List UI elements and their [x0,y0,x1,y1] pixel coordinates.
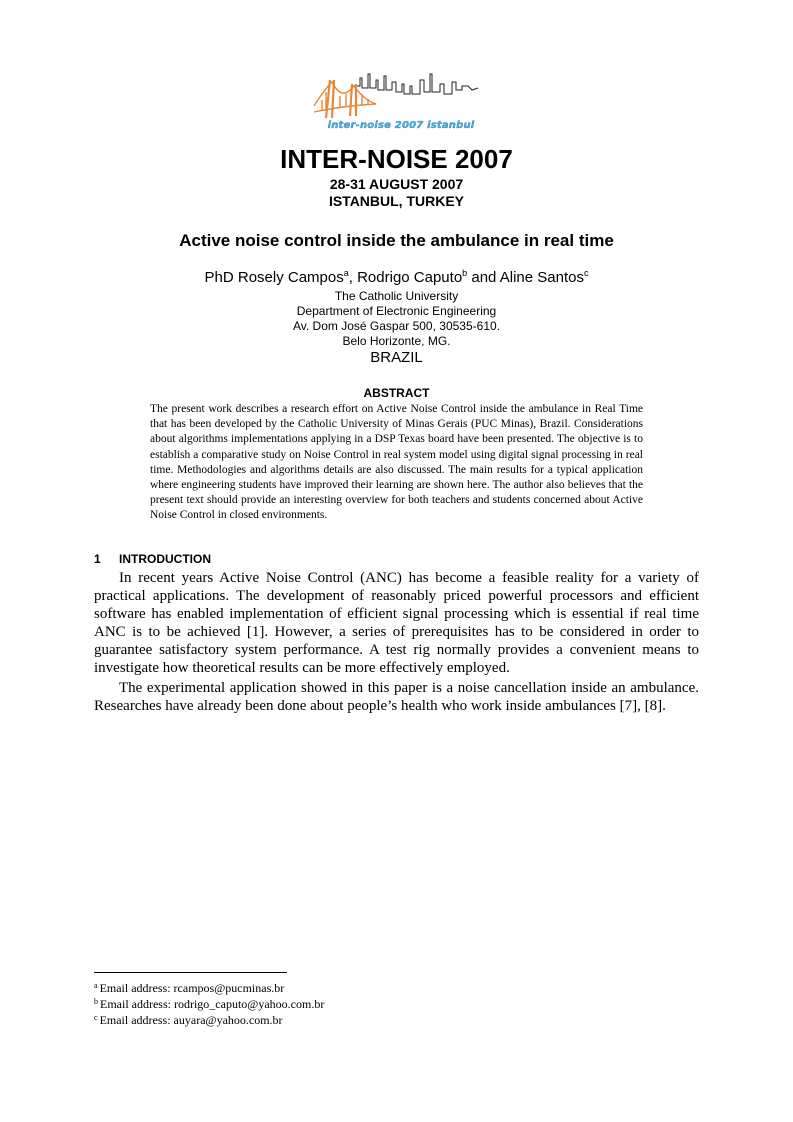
affiliation-country: BRAZIL [370,349,423,366]
abstract-heading: ABSTRACT [363,386,430,400]
conference-dates: 28-31 AUGUST 2007 [329,176,464,192]
footnote [94,997,324,1012]
author-mark: c [583,268,589,278]
footnote-divider [94,972,287,973]
footnote-text: Email address: rcampos@pucminas.br [99,981,285,995]
author-mark: b [462,268,468,278]
footnote-text: Email address: auyara@yahoo.com.br [99,1013,283,1027]
footnote [94,981,284,996]
paper-title: Active noise control inside the ambulance in real time [179,231,614,250]
body-paragraph: The experimental application showed in this paper is a noise cancellation inside an ambulance. Researches have already been done about people’s health who work inside ambulances [7], [8]. [94,680,699,714]
body-paragraph: In recent years Active Noise Control (ANC) has become a feasible reality for a variety of practical applications. The development of reasonably priced powerful processors and efficient software has enabled implementation of efficient signal processing which is essential if real time ANC is to be achieved [1]. However, a series of prerequisites has to be considered in order to guarantee satisfactory system performance. A test rig normally provides a convenient means to investigate how theoretical results can be more effectively employed. [94,570,699,676]
author-name: PhD Rosely Campos [204,269,344,286]
footnote-text: Email address: rodrigo_caputo@yahoo.com.br [100,997,325,1011]
footnote [94,1013,283,1028]
section-title: INTRODUCTION [119,552,211,566]
logo-text: inter-noise 2007 istanbul [327,120,475,131]
footnote-mark: c [94,1013,98,1022]
affiliation-line: Department of Electronic Engineering [296,304,497,318]
affiliation-line: The Catholic University [334,289,459,303]
abstract-text: The present work describes a research effort on Active Noise Control inside the ambulance in Real Time that has been developed by the Catholic University of Minas Gerais (PUC Minas), Brazil. Considerations about algorithms implementations applying in a DSP Texas board have been presented. The objective is to establish a comparative study on Noise Control in real system model using digital signal processing in real time. Methodologies and algorithms details are also discussed. The main results for a typical application where engineering students have improved their learning are shown here. The author also believes that the present text should provide an interesting overview for both teachers and students concerned about Active Noise Control in closed environments. [150,403,643,522]
author-name: Aline Santos [499,269,584,286]
section-heading [94,552,211,566]
author-name: Rodrigo Caputo [357,269,463,286]
affiliation-line: Av. Dom José Gaspar 500, 30535-610. [292,319,500,333]
section-number: 1 [94,552,101,566]
conference-location: ISTANBUL, TURKEY [328,193,465,209]
author-separator: , [348,269,358,286]
footnote-mark: b [94,997,98,1006]
affiliation-line: Belo Horizonte, MG. [342,334,451,348]
author-line [0,269,793,287]
conference-title: INTER-NOISE 2007 [280,144,513,174]
footnote-mark: a [94,981,98,990]
author-mark: a [343,268,349,278]
author-conjunction: and [467,269,500,286]
